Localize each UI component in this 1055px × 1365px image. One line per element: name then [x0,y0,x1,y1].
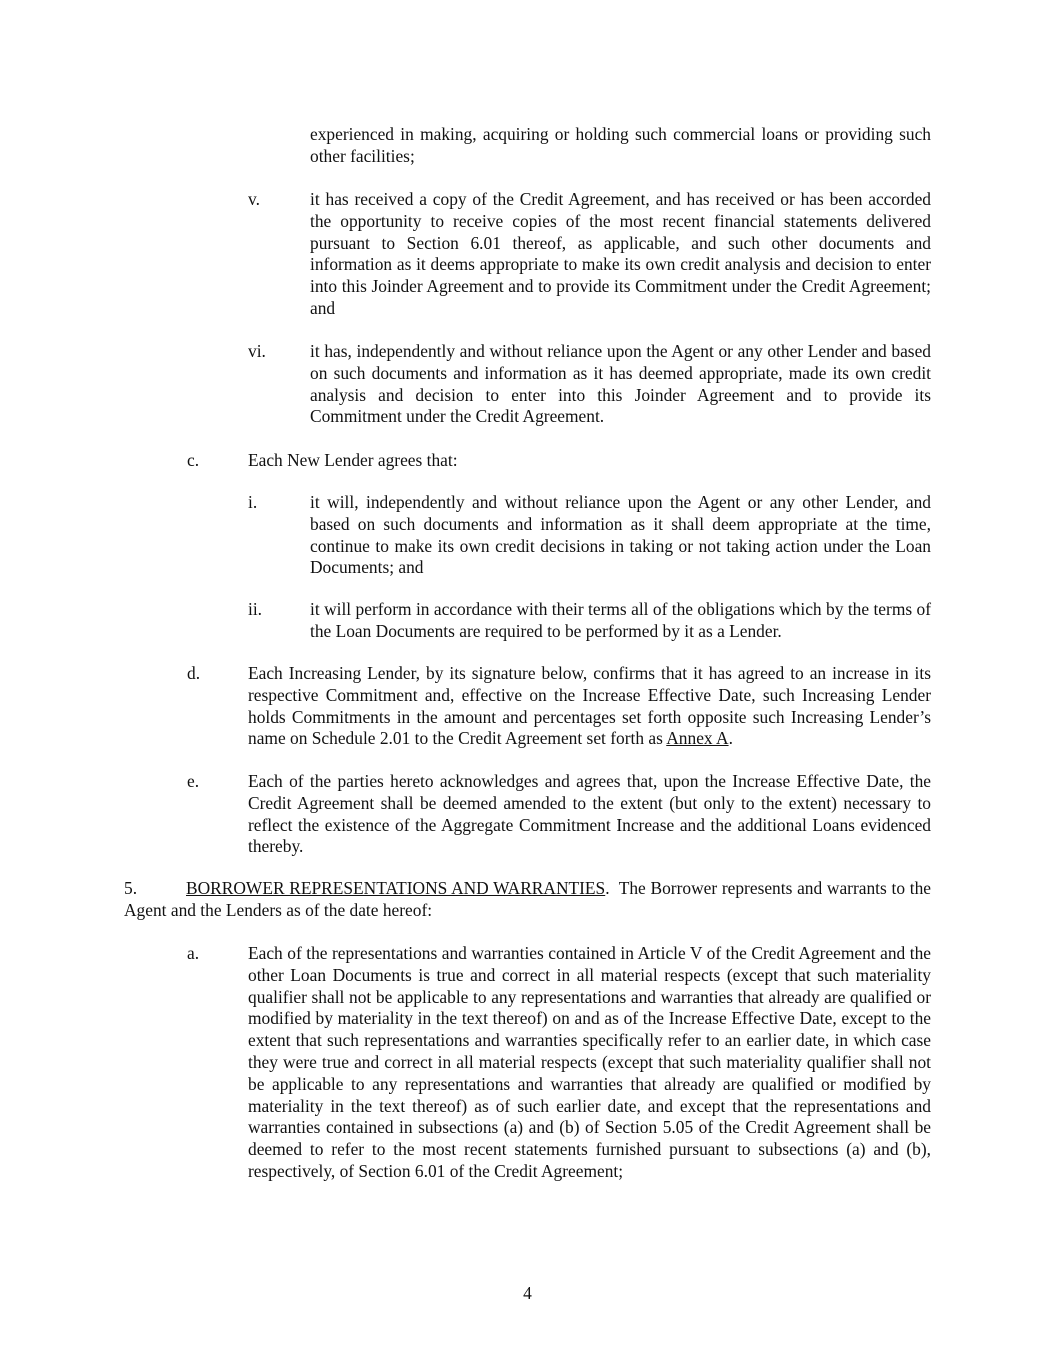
item-text: it has, independently and without reliance upon the Agent or any other Lender and based on such documents and information as it has deemed appropriate, made its own credit analysis and decision to enter into this Joinder Agreement and to provide its Commitment under the Credit Agreement. [310,341,931,427]
paragraph-text: Each of the parties hereto acknowledges and agrees that, upon the Increase Effective Date, the Credit Agreement shall be deemed amended to the extent (but only to the extent) necessary to reflect the existence of the Aggregate Commitment Increase and the additional Loans evidenced thereby. [248,771,931,857]
page-number: 4 [523,1283,532,1303]
paragraph-letter: d. [187,663,201,683]
paragraph-text: Each of the representations and warranties contained in Article V of the Credit Agreement and the other Loan Documents is true and correct in all material respects (except that such materiality qualifier shall not be applicable to any representations and warranties that already are qualified or modified by materiality in the text thereof) on and as of the Increase Effective Date, except to the extent that such representations and warranties specifically refer to an earlier date, in which case they were true and correct in all material respects (except that such materiality qualifier shall not be applicable to any representations and warranties that already are qualified or modified by materiality in the text thereof) as of such earlier date, and except that the representations and warranties contained in subsections (a) and (b) of Section 5.05 of the Credit Agreement shall be deemed to refer to the most recent statements furnished pursuant to subsections (a) and (b), respectively, of Section 6.01 of the Credit Agreement; [248,943,931,1181]
continuation-paragraph: experienced in making, acquiring or holding such commercial loans or providing such other facilities; [310,124,931,166]
item-number: v. [248,189,260,209]
item-number: vi. [248,341,266,361]
item-text: it has received a copy of the Credit Agreement, and has received or has been accorded the opportunity to receive copies of the most recent financial statements delivered pursuant to Section 6.01 thereof, as applicable, and such other documents and information as it deems appropriate to make its own credit analysis and decision to enter into this Joinder Agreement and to provide its Commitment under the Credit Agreement; and [310,189,931,318]
paragraph-letter: c. [187,450,200,470]
annex-a-reference: Annex A [666,728,729,749]
section-heading-punct: . [605,878,610,898]
paragraph-text: Each New Lender agrees that: [248,450,458,470]
section-heading: BORROWER REPRESENTATIONS AND WARRANTIES [186,878,606,898]
section-5 [124,878,931,922]
paragraph-letter: e. [187,771,200,791]
paragraph-text-after: . [728,728,733,749]
item-number: ii. [248,599,263,619]
paragraph-text-before: Each Increasing Lender, by its signature below, confirms that it has agreed to an increase in its respective Commitment and, effective on the Increase Effective Date, such Increasing Lender holds Commitments in the amount and percentages set forth opposite such Increasing Lender’s name on Schedule 2.01 to the Credit Agreement set forth as [248,663,931,749]
paragraph-text [248,663,931,750]
paragraph-letter: a. [187,943,200,963]
section-number: 5. [124,878,138,898]
item-number: i. [248,492,258,512]
item-text: it will perform in accordance with their terms all of the obligations which by the terms of the Loan Documents are required to be performed by it as a Lender. [310,599,931,641]
section-intro-text: The Borrower represents and warrants to the Agent and the Lenders as of the date hereof: [124,878,931,920]
item-text: it will, independently and without reliance upon the Agent or any other Lender, and based on such documents and information as it shall deem appropriate at the time, continue to make its own credit decisions in taking or not taking action under the Loan Documents; and [310,492,931,578]
